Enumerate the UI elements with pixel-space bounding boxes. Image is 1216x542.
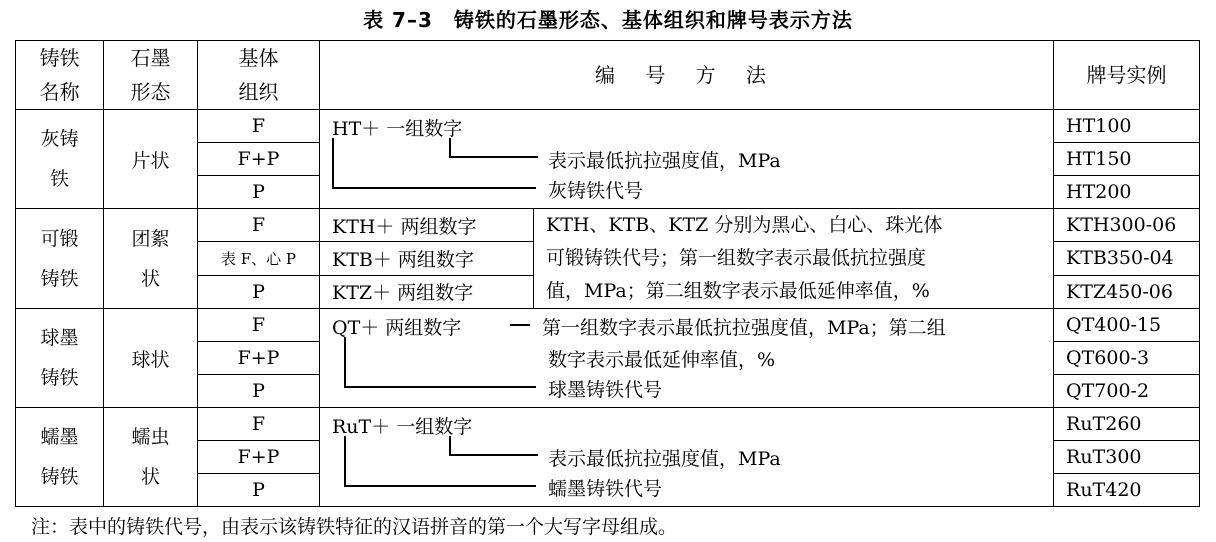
ductile-example-2: QT600-3	[1054, 342, 1200, 375]
gray-desc2: 灰铸铁代号	[548, 180, 644, 202]
gray-example-3: HT200	[1054, 176, 1200, 209]
ductile-desc1b: 数字表示最低延伸率值，%	[548, 349, 776, 371]
table-row	[16, 408, 1200, 441]
malleable-matrix-f: F	[198, 209, 320, 242]
connector-line	[510, 324, 530, 326]
vermicular-example-1: RuT260	[1054, 408, 1200, 441]
vermicular-iron-name: 蠕墨铸铁	[16, 408, 104, 507]
malleable-iron-graphite: 团絮状	[104, 209, 198, 309]
malleable-matrix-surface-f-core-p: 表 F、心 P	[198, 242, 320, 275]
header-name: 铸铁名称	[16, 41, 104, 110]
gray-method-cell	[320, 110, 1054, 209]
gray-matrix-p: P	[198, 176, 320, 209]
vermicular-method-cell	[320, 408, 1054, 507]
ductile-iron-graphite: 球状	[104, 309, 198, 408]
ductile-example-3: QT700-2	[1054, 375, 1200, 408]
malleable-code-kth: KTH＋ 两组数字	[320, 209, 534, 242]
malleable-code-ktb: KTB＋ 两组数字	[320, 242, 534, 275]
ductile-matrix-p: P	[198, 375, 320, 408]
vermicular-matrix-p: P	[198, 474, 320, 507]
header-matrix: 基体组织	[198, 41, 320, 110]
header-row	[16, 41, 1200, 110]
vermicular-iron-graphite: 蠕虫状	[104, 408, 198, 507]
gray-code: HT＋ 一组数字	[332, 118, 463, 140]
ductile-desc2: 球墨铸铁代号	[548, 379, 663, 401]
gray-example-2: HT150	[1054, 143, 1200, 176]
header-graphite: 石墨形态	[104, 41, 198, 110]
gray-iron-graphite: 片状	[104, 110, 198, 209]
table-row	[16, 309, 1200, 342]
ductile-iron-name: 球墨铸铁	[16, 309, 104, 408]
malleable-example-1: KTH300-06	[1054, 209, 1200, 242]
gray-example-1: HT100	[1054, 110, 1200, 143]
connector-line	[332, 138, 536, 189]
vermicular-desc1: 表示最低抗拉强度值，MPa	[548, 448, 781, 470]
vermicular-code: RuT＋ 一组数字	[332, 416, 473, 438]
malleable-example-3: KTZ450-06	[1054, 275, 1200, 308]
malleable-desc-line: KTH、KTB、KTZ 分别为黑心、白心、珠光体	[546, 214, 943, 236]
header-example: 牌号实例	[1054, 41, 1200, 110]
table-note: 注：表中的铸铁代号，由表示该铸铁特征的汉语拼音的第一个大写字母组成。	[31, 516, 678, 538]
malleable-desc-line: 可锻铸铁代号；第一组数字表示最低抗拉强度	[546, 247, 927, 269]
table-row	[16, 209, 1200, 242]
vermicular-example-2: RuT300	[1054, 441, 1200, 474]
malleable-code-ktz: KTZ＋ 两组数字	[320, 275, 534, 308]
gray-matrix-f: F	[198, 110, 320, 143]
gray-matrix-fp: F+P	[198, 143, 320, 176]
ductile-matrix-f: F	[198, 309, 320, 342]
ductile-example-1: QT400-15	[1054, 309, 1200, 342]
header-method: 编 号 方 法	[320, 41, 1054, 110]
connector-line	[344, 337, 536, 388]
connector-line	[344, 436, 536, 487]
malleable-matrix-p: P	[198, 275, 320, 308]
vermicular-desc2: 蠕墨铸铁代号	[548, 478, 663, 500]
malleable-desc	[534, 209, 1054, 309]
table-row	[16, 110, 1200, 143]
cast-iron-table	[15, 40, 1200, 507]
vermicular-matrix-fp: F+P	[198, 441, 320, 474]
vermicular-matrix-f: F	[198, 408, 320, 441]
gray-desc1: 表示最低抗拉强度值，MPa	[548, 150, 781, 172]
malleable-example-2: KTB350-04	[1054, 242, 1200, 275]
gray-iron-name: 灰铸铁	[16, 110, 104, 209]
malleable-iron-name: 可锻铸铁	[16, 209, 104, 309]
ductile-method-cell	[320, 309, 1054, 408]
vermicular-example-3: RuT420	[1054, 474, 1200, 507]
ductile-desc1a: 第一组数字表示最低抗拉强度值，MPa；第二组	[542, 317, 946, 339]
ductile-code: QT＋ 两组数字	[332, 317, 462, 339]
table-caption: 表 7–3 铸铁的石墨形态、基体组织和牌号表示方法	[363, 8, 853, 32]
malleable-desc-line: 值，MPa；第二组数字表示最低延伸率值，%	[546, 280, 930, 302]
ductile-matrix-fp: F+P	[198, 342, 320, 375]
